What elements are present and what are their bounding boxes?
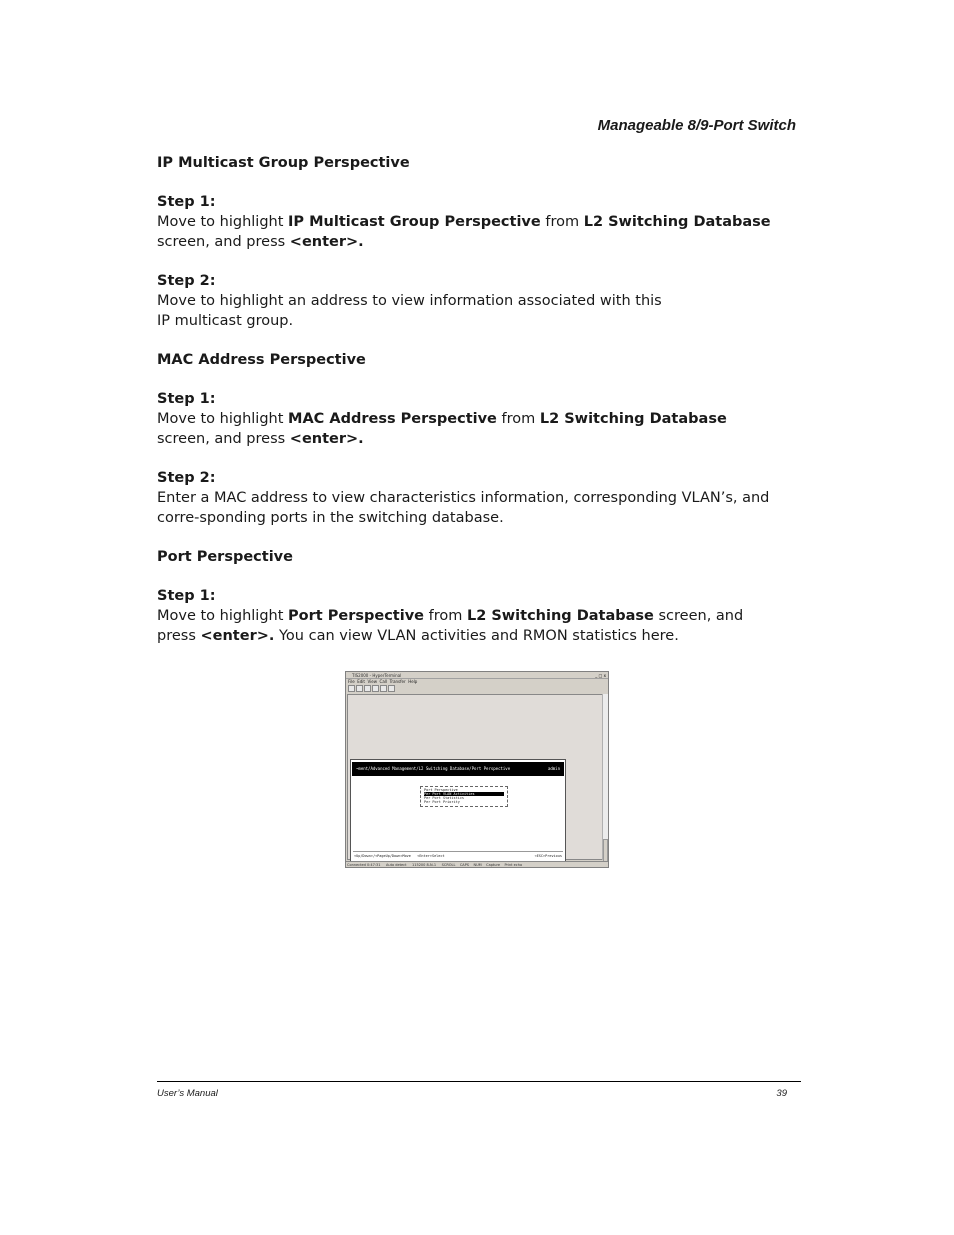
- step-label: Step 1:: [157, 588, 216, 605]
- footer-manual-title: User’s Manual: [157, 1088, 218, 1099]
- toolbar: [348, 685, 408, 693]
- connect-icon: [364, 685, 371, 692]
- step-text: Enter a MAC address to view characteristics information, corresponding VLAN’s, and corre-sponding ports in the switching database.: [157, 489, 770, 526]
- disconnect-icon: [372, 685, 379, 692]
- step-label: Step 1:: [157, 194, 216, 211]
- step-text: Move to highlight IP Multicast Group Perspective from L2 Switching Database screen, and press <enter>.: [157, 214, 771, 250]
- window-title: TIS2000 - HyperTerminal: [346, 672, 608, 679]
- step-text: Move to highlight MAC Address Perspective from L2 Switching Database screen, and press <enter>.: [157, 411, 727, 447]
- step-text: Move to highlight Port Perspective from L2 Switching Database screen, and press <enter>. You can view VLAN activities and RMON statistics here.: [157, 608, 744, 644]
- running-header: Manageable 8/9-Port Switch: [597, 117, 796, 134]
- step-label: Step 2:: [157, 470, 216, 487]
- terminal-footer-right: <ESC>Previous: [534, 854, 562, 858]
- section-title-ip-multicast: IP Multicast Group Perspective: [157, 155, 410, 171]
- terminal-header: [352, 762, 564, 776]
- open-icon: [356, 685, 363, 692]
- page-number: 39: [776, 1088, 787, 1099]
- menu-item: Per Port Priority: [424, 800, 460, 804]
- section-title-mac-address: MAC Address Perspective: [157, 351, 366, 368]
- step-label: Step 2:: [157, 273, 216, 290]
- new-icon: [348, 685, 355, 692]
- menu-title: Port Perspective: [424, 788, 458, 792]
- send-icon: [380, 685, 387, 692]
- footer-divider: [157, 1081, 801, 1082]
- hyperterminal-screenshot: [345, 671, 609, 868]
- port-perspective-menu: [420, 786, 508, 807]
- step-text: Move to highlight an address to view information associated with this IP multicast group.: [157, 292, 662, 329]
- window-buttons: _ □ x: [595, 673, 606, 678]
- menu-item: Per Port Statistics: [424, 796, 465, 800]
- terminal-path: ~ment/Advanced Management/L2 Switching Database/Port Perspective: [356, 766, 511, 771]
- terminal-user: admin: [547, 766, 560, 771]
- scrollbar: [602, 694, 608, 860]
- terminal-footer: [353, 851, 563, 859]
- step-label: Step 1:: [157, 391, 216, 408]
- page-content: [157, 154, 799, 646]
- properties-icon: [388, 685, 395, 692]
- terminal-footer-left: <Up/Down>/<PageUp/Down>Move <Enter>Select: [354, 854, 445, 858]
- menu-bar: File Edit View Call Transfer Help: [348, 679, 418, 684]
- terminal-screen: [350, 759, 566, 862]
- status-bar: Connected 0:47:31 Auto detect 115200 8-N-1 SCROLL CAPS NUM Capture Print echo: [346, 861, 608, 867]
- section-title-port: Port Perspective: [157, 548, 293, 565]
- menu-item: Per Port VLAN Activities: [424, 792, 504, 796]
